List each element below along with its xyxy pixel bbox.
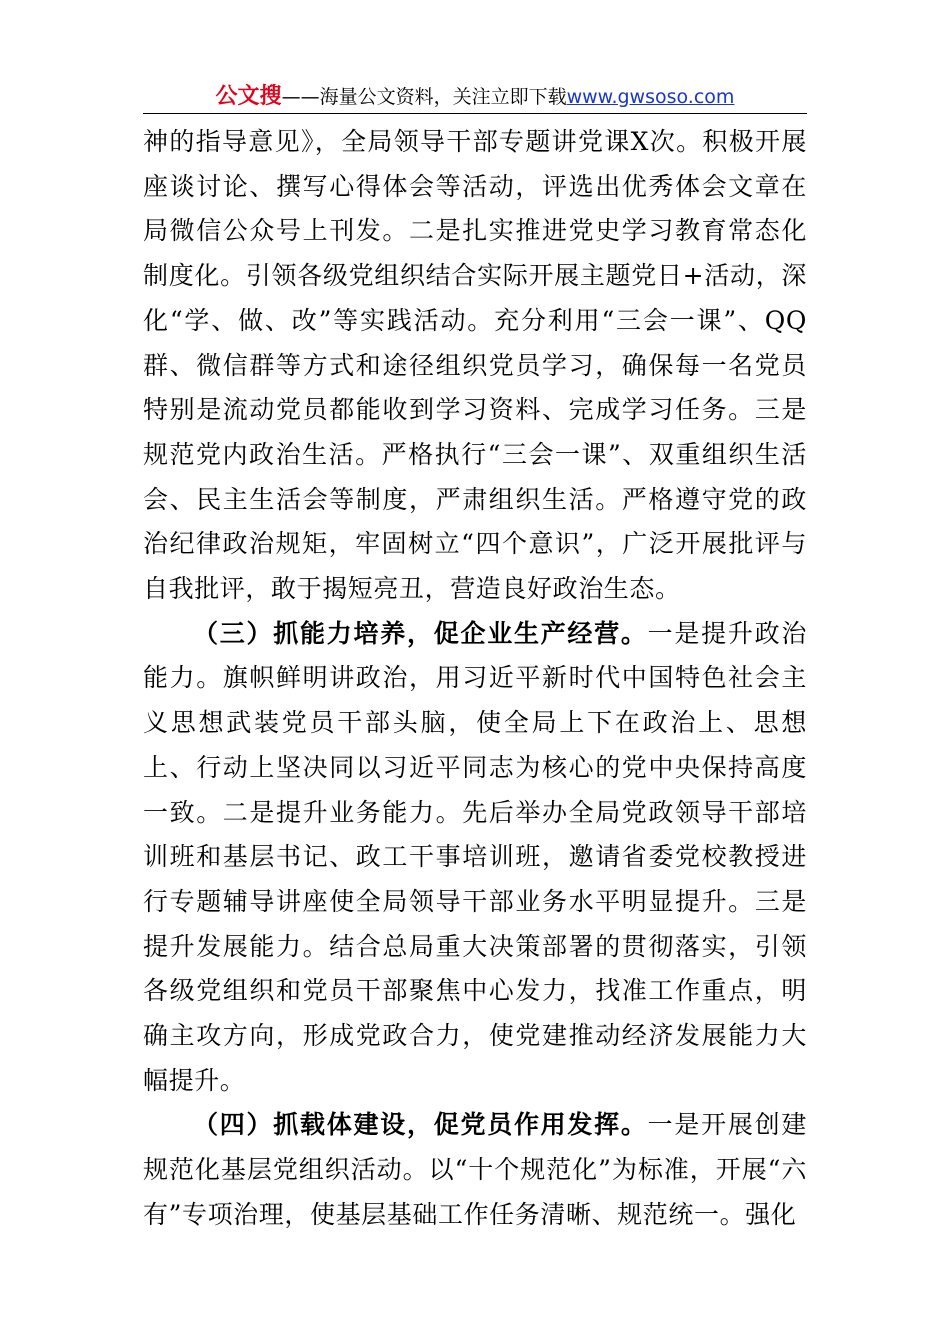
header-brand: 公文搜 [215, 84, 282, 109]
paragraph-2-text: 一是提升政治能力。旗帜鲜明讲政治，用习近平新时代中国特色社会主义思想武装党员干部头脑，使全局上下在政治上、思想上、行动上坚决同以习近平同志为核心的党中央保持高度一致。二是提升业务能力。先后举办全局党政领导干部培训班和基层书记、政工干事培训班，邀请省委党校教授进行专题辅导讲座使全局领导干部业务水平明显提升。三是提升发展能力。结合总局重大决策部署的贯彻落实，引领各级党组织和党员干部聚焦中心发力，找准工作重点，明确主攻方向，形成党政合力，使党建推动经济发展能力大幅提升。 [143, 618, 807, 1095]
paragraph-1-text: 神的指导意见》，全局领导干部专题讲党课X次。积极开展座谈讨论、撰写心得体会等活动，评选出优秀体会文章在局微信公众号上刊发。二是扎实推进党史学习教育常态化制度化。引领各级党组织结合实际开展主题党日+活动，深化“学、做、改”等实践活动。充分利用“三会一课”、QQ群、微信群等方式和途径组织党员学习，确保每一名党员特别是流动党员都能收到学习资料、完成学习任务。三是规范党内政治生活。严格执行“三会一课”、双重组织生活会、民主生活会等制度，严肃组织生活。严格遵守党的政治纪律政治规矩，牢固树立“四个意识”，广泛开展批评与自我批评，敢于揭短亮丑，营造良好政治生态。 [143, 127, 807, 604]
paragraph-2-heading: （三）抓能力培养，促企业生产经营。 [193, 618, 648, 648]
paragraph-3 [143, 1103, 807, 1237]
page-header [143, 82, 807, 112]
header-slogan: ——海量公文资料，关注立即下载 [281, 86, 567, 108]
paragraph-3-heading: （四）抓载体建设，促党员作用发挥。 [193, 1110, 648, 1140]
paragraph-2 [143, 612, 807, 1104]
paragraph-1 [143, 120, 807, 612]
paragraph-3-text: 一是开展创建规范化基层党组织活动。以“十个规范化”为标准，开展“六有”专项治理，使基层基础工作任务清晰、规范统一。强化 [143, 1110, 807, 1229]
header-divider [143, 113, 807, 114]
header-url-link[interactable]: www.gwsoso.com [566, 86, 735, 108]
document-body [143, 120, 807, 1238]
